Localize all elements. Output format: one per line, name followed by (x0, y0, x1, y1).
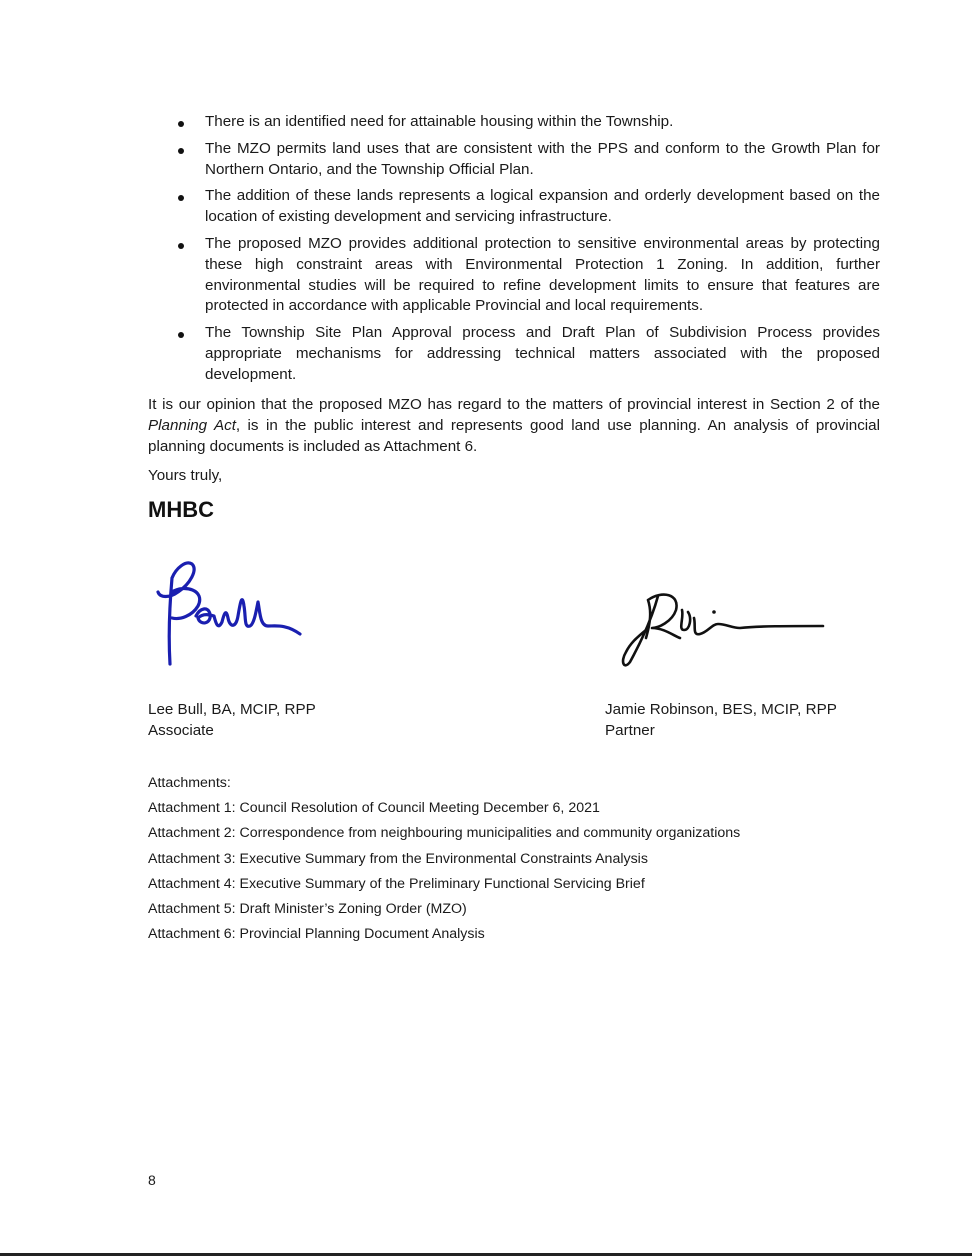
list-item-text: The Township Site Plan Approval process and Draft Plan of Subdivision Process provides appropriate mechanisms for addressing technical matters associated with the proposed development. (205, 324, 880, 383)
list-item-text: There is an identified need for attainable housing within the Township. (205, 113, 674, 130)
bullet-icon (178, 332, 184, 338)
signer-name: Lee Bull, BA, MCIP, RPP (148, 701, 316, 718)
signature-jamie-robinson (618, 578, 828, 670)
attachments-list (148, 771, 740, 947)
list-item (148, 139, 880, 181)
closing-salutation: Yours truly, (148, 467, 223, 484)
list-item: Attachment 6: Provincial Planning Document Analysis (148, 926, 485, 943)
company-name: MHBC (148, 497, 214, 522)
bullet-icon (178, 148, 184, 154)
findings-list (148, 112, 880, 392)
signer-jamie-robinson (605, 700, 837, 742)
signer-title: Partner (605, 721, 655, 739)
signer-title: Associate (148, 721, 214, 739)
opinion-text-start: It is our opinion that the proposed MZO has regard to the matters of provincial interest in Section 2 of the (148, 396, 880, 413)
bullet-icon (178, 195, 184, 201)
list-item-text: The proposed MZO provides additional protection to sensitive environmental areas by protecting these high constraint areas with Environmental Protection 1 Zoning. In addition, further environmental studies will be required to refine development limits to ensure that features are protected in accordance with applicable Provincial and local requirements. (205, 234, 880, 315)
attachments-heading: Attachments: (148, 775, 231, 791)
list-item-text: The MZO permits land uses that are consistent with the PPS and conform to the Growth Plan for Northern Ontario, and the Township Official Plan. (205, 139, 880, 178)
opinion-text-end: , is in the public interest and represents good land use planning. An analysis of provincial planning documents is included as Attachment 6. (148, 416, 880, 455)
opinion-paragraph (148, 395, 880, 457)
list-item: Attachment 2: Correspondence from neighbouring municipalities and community organizations (148, 825, 741, 842)
signer-lee-bull (148, 700, 316, 742)
page-bottom-divider (0, 1253, 972, 1256)
list-item: Attachment 4: Executive Summary of the Preliminary Functional Servicing Brief (148, 875, 645, 892)
list-item (148, 186, 880, 228)
opinion-italic-act: Planning Act (148, 416, 236, 434)
list-item: Attachment 1: Council Resolution of Council Meeting December 6, 2021 (148, 800, 600, 817)
list-item: Attachment 5: Draft Minister’s Zoning Order (MZO) (148, 901, 467, 918)
list-item-text: The addition of these lands represents a logical expansion and orderly development based on the location of existing development and servicing infrastructure. (205, 187, 880, 226)
signer-name: Jamie Robinson, BES, MCIP, RPP (605, 701, 837, 718)
list-item (148, 323, 880, 385)
list-item (148, 234, 880, 317)
bullet-icon (178, 121, 184, 127)
signature-lee-bull (150, 556, 310, 672)
list-item: Attachment 3: Executive Summary from the Environmental Constraints Analysis (148, 850, 648, 867)
bullet-icon (178, 243, 184, 249)
page-number: 8 (148, 1172, 156, 1188)
list-item (148, 112, 880, 133)
